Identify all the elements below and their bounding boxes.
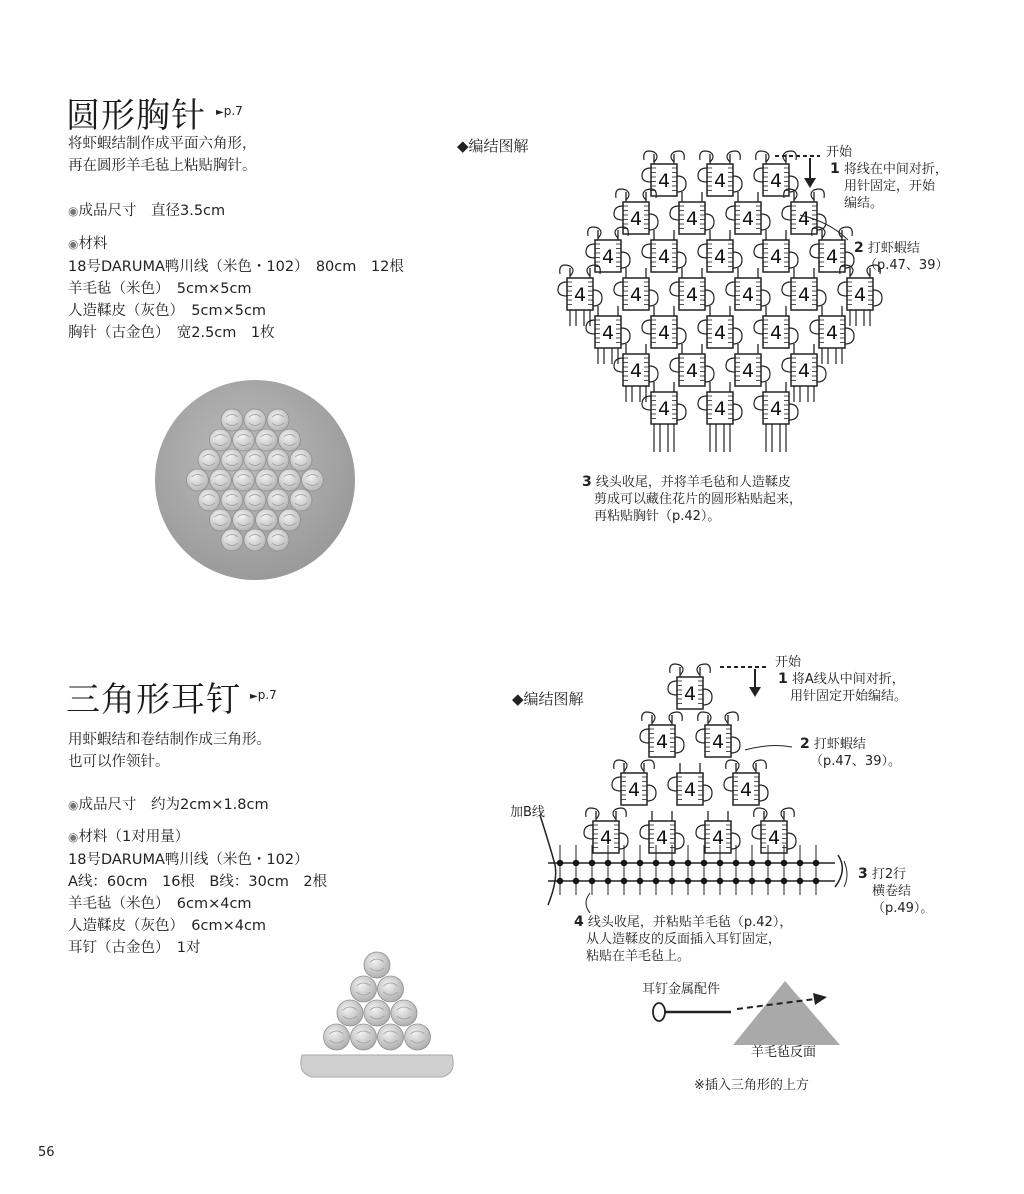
knot-number: 4 [797,284,811,306]
section1-materials-heading: ◉材料 [68,236,108,252]
material-item: 人造鞣皮（灰色） 6cm×4cm [68,918,267,934]
knot-number: 4 [769,398,783,420]
knot-symbol [696,811,740,853]
knot-number: 4 [599,827,613,849]
knot-symbol [642,230,686,272]
knot-number: 4 [573,284,587,306]
knot-number: 4 [769,246,783,268]
knot-symbol [670,268,714,310]
knot-symbol [782,344,826,386]
knot-number: 4 [657,398,671,420]
section1-step-3: 3 线头收尾，并将羊毛毡和人造鞣皮 剪成可以藏住花片的圆形粘贴起来， 再粘贴胸针（p.42）。 [582,474,803,524]
knot-number: 4 [797,208,811,230]
knot-symbol [586,306,630,348]
material-item: 羊毛毡（米色） 6cm×4cm [68,896,252,912]
section2-step-3: 3 打2行 横卷结 （p.49）。 [858,866,934,916]
knot-symbol [810,306,854,348]
knot-number: 4 [685,360,699,382]
arrow-right-icon: ► [250,691,258,702]
knot-symbol [614,344,658,386]
knot-number: 4 [627,779,641,801]
knot-number: 4 [825,246,839,268]
knot-symbol [640,811,684,853]
knot-number: 4 [629,208,643,230]
earring-hardware-label: 耳钉金属配件 [642,982,721,997]
knot-symbol [782,268,826,310]
knot-number: 4 [711,827,725,849]
knot-number: 4 [657,322,671,344]
knot-symbol [754,306,798,348]
bullet-icon: ◉ [68,237,79,251]
knot-number: 4 [657,170,671,192]
knot-symbol [614,268,658,310]
knot-symbol [724,760,768,805]
section2-step-1: 1 将A线从中间对折， 用针固定开始编结。 [778,671,908,704]
bullet-icon: ◉ [68,830,79,844]
section1-description: 将虾蝦结制作成平面六角形， 再在圆形羊毛毡上粘贴胸针。 [68,136,257,174]
knot-number: 4 [769,170,783,192]
arrow-right-icon: ► [216,107,224,118]
knot-number: 4 [741,360,755,382]
material-item: 18号DARUMA鸭川线（米色・102） 80cm 12根 [68,259,404,275]
bullet-icon: ◉ [68,798,79,812]
section1-step-2: 2 打虾蝦结 （p.47、39） [854,240,949,273]
knot-symbol [642,382,686,424]
section2-title: 三角形耳钉 [66,680,241,720]
section2-page-ref: ►p.7 [250,688,277,702]
section1-diagram-label: ◆编结图解 [457,137,529,155]
knot-number: 4 [657,246,671,268]
knot-number: 4 [683,683,697,705]
section1-page-ref: ►p.7 [216,104,243,118]
material-item: 羊毛毡（米色） 5cm×5cm [68,281,252,297]
knot-symbol [726,344,770,386]
knot-number: 4 [683,779,697,801]
round-brooch-photo [150,375,360,585]
knot-symbol [698,230,742,272]
section2-materials-heading: ◉材料（1对用量） [68,829,190,845]
section1-start-label: 开始 [826,145,853,160]
knot-number: 4 [853,284,867,306]
material-item: 胸针（古金色） 宽2.5cm 1枚 [68,325,275,341]
material-item: 18号DARUMA鸭川线（米色・102） [68,852,309,868]
knot-number: 4 [629,284,643,306]
knot-number: 4 [629,360,643,382]
knot-number: 4 [769,322,783,344]
knot-number: 4 [685,208,699,230]
knot-number: 4 [739,779,753,801]
knot-symbol [696,712,740,757]
section2-start-label: 开始 [775,655,802,670]
knot-number: 4 [685,284,699,306]
knot-symbol [726,192,770,234]
knot-number: 4 [741,284,755,306]
knot-symbol [640,712,684,757]
knot-number: 4 [601,322,615,344]
knot-number: 4 [711,731,725,753]
knot-number: 4 [713,246,727,268]
section1-title: 圆形胸针 [66,96,206,136]
knot-symbol [754,230,798,272]
knot-number: 4 [797,360,811,382]
knot-number: 4 [713,398,727,420]
section2-add-b-label: 加B线 [510,805,545,820]
felt-back-label: 羊毛毡反面 [751,1045,817,1060]
knot-number: 4 [713,322,727,344]
bullet-icon: ◉ [68,204,79,218]
knot-symbol [698,382,742,424]
section1-size: ◉成品尺寸 直径3.5cm [68,203,226,219]
knot-symbol [668,763,712,805]
knot-number: 4 [655,731,669,753]
knot-symbol [642,306,686,348]
knot-symbol [668,664,712,709]
section2-size: ◉成品尺寸 约为2cm×1.8cm [68,797,269,813]
knot-number: 4 [741,208,755,230]
section2-materials-list [68,849,327,959]
section2-description: 用虾蝦结和卷结制作成三角形。 也可以作领针。 [68,732,271,770]
knot-number: 4 [601,246,615,268]
section2-step-2: 2 打虾蝦结 （p.47、39）。 [800,736,901,769]
knot-symbol [670,192,714,234]
section2-step-4: 4 线头收尾，并粘贴羊毛毡（p.42）， 从人造鞣皮的反面插入耳钉固定， 粘贴在羊毛毡上。 [574,914,793,964]
knot-number: 4 [767,827,781,849]
material-item: 人造鞣皮（灰色） 5cm×5cm [68,303,267,319]
section1-materials-list [68,256,404,344]
knot-symbol [726,268,770,310]
insert-note: ※插入三角形的上方 [694,1078,809,1093]
knot-symbol [698,151,742,196]
knot-symbol [754,382,798,424]
knot-symbol [612,760,656,805]
knot-number: 4 [713,170,727,192]
material-item: 耳钉（古金色） 1对 [68,940,201,956]
knot-symbol [698,306,742,348]
knot-number: 4 [825,322,839,344]
section1-step-1: 1 将线在中间对折， 用针固定，开始 编结。 [830,161,948,211]
page-number: 56 [38,1145,55,1160]
knot-symbol [670,344,714,386]
triangle-earring-photo [292,945,462,1085]
material-item: A线：60cm 16根 B线：30cm 2根 [68,874,328,890]
section2-diagram-label: ◆编结图解 [512,690,584,708]
knot-symbol [584,808,628,853]
knot-number: 4 [655,827,669,849]
knot-symbol [752,808,796,853]
